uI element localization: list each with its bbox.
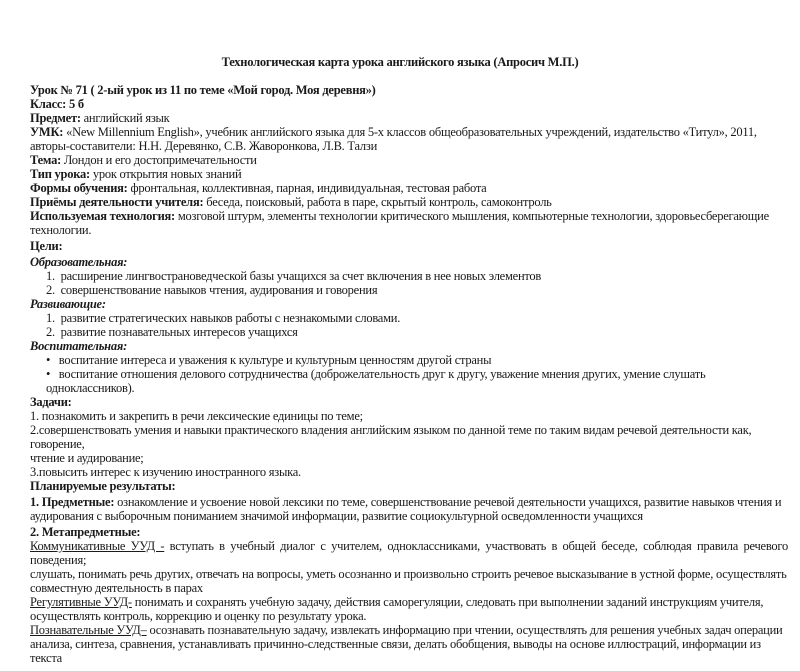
methods-label: Приёмы деятельности учителя:	[30, 195, 204, 209]
topic-value: Лондон и его достопримечательности	[61, 153, 257, 167]
topic-label: Тема:	[30, 153, 62, 167]
bullet-item-text: воспитание отношения делового сотрудничества (доброжелательность друг к другу, уважение мнения других, умение слушать одноклассников).	[46, 367, 706, 395]
subject-label: Предмет:	[30, 111, 81, 125]
type-line	[30, 167, 788, 181]
cognitive-uud-cont: анализа, синтеза, сравнения, устанавливать причинно-следственные связи, делать обобщения, выводы на основе иллюстраций, информации из текста	[30, 637, 761, 665]
task-line: 1. познакомить и закрепить в речи лексические единицы по теме;	[30, 409, 363, 423]
list-number: 2.	[46, 325, 55, 339]
list-item-text: расширение лингвострановедческой базы учащихся за счет включения в нее новых элементов	[60, 269, 542, 283]
forms-label: Формы обучения:	[30, 181, 128, 195]
list-number: 2.	[46, 283, 55, 297]
umk-label: УМК:	[30, 125, 64, 139]
meta-results-heading: 2. Метапредметные:	[30, 525, 141, 539]
goals-educational-heading: Образовательная:	[30, 255, 128, 269]
subject-results-cont: аудирования с выборочным пониманием значимой информации, развитие социокультурной осведомленности учащихся	[30, 509, 643, 523]
umk-authors: авторы-составители: Н.Н. Деревянко, С.В. Жаворонкова, Л.В. Талзи	[30, 139, 378, 153]
class-line: Класс: 5 б	[30, 97, 84, 111]
tech-cont: технологии.	[30, 223, 92, 237]
tech-label: Используемая технология:	[30, 209, 175, 223]
communicative-uud-label: Коммуникативные УУД -	[30, 539, 165, 553]
bullet-item-text: воспитание интереса и уважения к культуре и культурным ценностям другой страны	[58, 353, 492, 367]
list-item	[30, 283, 788, 297]
communicative-uud-value: вступать в учебный диалог с учителем, одноклассниками, участвовать в общей беседе, соблюдая правила речевого поведения;	[30, 539, 788, 567]
task-line: 3.повысить интерес к изучению иностранного языка.	[30, 465, 301, 479]
list-item	[30, 269, 788, 283]
bullet-icon: •	[46, 353, 51, 367]
regulative-uud	[30, 595, 788, 609]
tech-value: мозговой штурм, элементы технологии критического мышления, компьютерные технологии, здоровьесберегающие	[174, 209, 769, 223]
list-item	[30, 325, 788, 339]
type-value: урок открытия новых знаний	[89, 167, 242, 181]
forms-value: фронтальная, коллективная, парная, индивидуальная, тестовая работа	[127, 181, 487, 195]
list-number: 1.	[46, 311, 55, 325]
task-line: 2.совершенствовать умения и навыки практического владения английским языком по данной теме по таким видам речевой деятельности как, говорение,	[30, 423, 752, 451]
regulative-uud-value: понимать и сохранять учебную задачу, действия саморегуляции, следовать при выполнении заданий инструкциям учителя,	[131, 595, 764, 609]
cognitive-uud-value: осознавать познавательную задачу, извлекать информацию при чтении, осуществлять для решения учебных задач операции	[146, 623, 783, 637]
communicative-uud-cont: слушать, понимать речь других, отвечать на вопросы, уметь осознанно и произвольно строить речевое высказывание в устной форме, осуществлять	[30, 567, 787, 581]
list-item-text: совершенствование навыков чтения, аудирования и говорения	[60, 283, 378, 297]
umk-value: «New Millennium English», учебник английского языка для 5-х классов общеобразовательных учреждений, издательство «Титул», 2011,	[63, 125, 757, 139]
methods-line	[30, 195, 788, 209]
subject-value: английский язык	[80, 111, 170, 125]
cognitive-uud	[30, 623, 788, 637]
list-item	[30, 311, 788, 325]
goals-upbringing-heading: Воспитательная:	[30, 339, 127, 353]
list-item-text: развитие познавательных интересов учащихся	[60, 325, 298, 339]
forms-line	[30, 181, 788, 195]
subject-results	[30, 495, 788, 509]
communicative-uud	[30, 539, 788, 567]
goals-developing-heading: Развивающие:	[30, 297, 106, 311]
subject-results-value: ознакомление и усвоение новой лексики по теме, совершенствование речевой деятельности учащихся, развитие навыков чтения и	[114, 495, 782, 509]
list-item-text: развитие стратегических навыков работы с незнакомыми словами.	[60, 311, 401, 325]
task-line: чтение и аудирование;	[30, 451, 144, 465]
results-heading: Планируемые результаты:	[30, 479, 176, 493]
subject-line	[30, 111, 788, 125]
lesson-heading: Урок № 71 ( 2-ый урок из 11 по теме «Мой город. Моя деревня»)	[30, 83, 376, 97]
regulative-uud-label: Регулятивные УУД-	[30, 595, 132, 609]
umk-line	[30, 125, 788, 139]
regulative-uud-cont: осуществлять контроль, коррекцию и оценку по результату урока.	[30, 609, 367, 623]
subject-results-label: 1. Предметные:	[30, 495, 115, 509]
methods-value: беседа, поисковый, работа в паре, скрытый контроль, самоконтроль	[203, 195, 552, 209]
communicative-uud-cont: совместную деятельность в парах	[30, 581, 203, 595]
cognitive-uud-label: Познавательные УУД–	[30, 623, 147, 637]
bullet-item	[30, 353, 788, 367]
document-title: Технологическая карта урока английского языка (Апросич М.П.)	[221, 55, 579, 69]
topic-line	[30, 153, 788, 167]
tasks-heading: Задачи:	[30, 395, 72, 409]
goals-heading: Цели:	[30, 239, 63, 253]
list-number: 1.	[46, 269, 55, 283]
bullet-item	[30, 367, 788, 395]
bullet-icon: •	[46, 367, 51, 381]
tech-line	[30, 209, 788, 223]
type-label: Тип урока:	[30, 167, 90, 181]
